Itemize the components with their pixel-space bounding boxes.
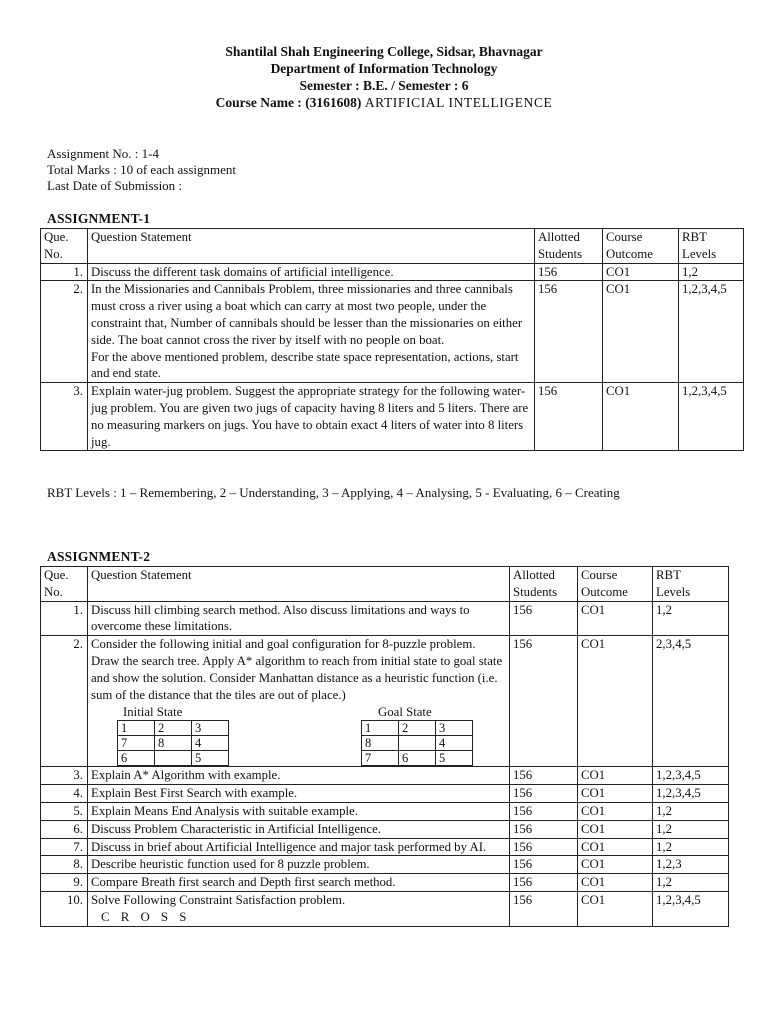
allotted-students: 156: [510, 891, 578, 926]
course-outcome: CO1: [578, 636, 653, 767]
table-row: [41, 820, 729, 838]
table-header-row: [41, 229, 744, 264]
college-name: Shantilal Shah Engineering College, Sidsar, Bhavnagar: [225, 44, 543, 59]
question-number: 2.: [41, 281, 88, 383]
question-text: Solve Following Constraint Satisfaction problem. C R O S S: [88, 891, 510, 926]
assignment-2-title: ASSIGNMENT-2: [47, 549, 151, 564]
goal-state: [361, 705, 473, 766]
course-outcome: CO1: [578, 891, 653, 926]
rbt-levels: 1,2,3,4,5: [679, 383, 744, 451]
header-rbt-levels: RBT Levels: [679, 229, 744, 264]
question-text: Explain Means End Analysis with suitable example.: [88, 802, 510, 820]
puzzle-tile: 8: [155, 736, 192, 751]
question-number: 3.: [41, 767, 88, 785]
question-text: Explain Best First Search with example.: [88, 785, 510, 803]
header-course-outcome: Course Outcome: [578, 567, 653, 602]
header-question-statement: Question Statement: [88, 229, 535, 264]
course-code: (3161608): [305, 95, 362, 110]
question-text: In the Missionaries and Cannibals Problem, three missionaries and three cannibals must cross a river using a boat which can carry at most two people, under the constraint that, Number of cannibals should be lesser than the missionaries on either side. The boat cannot cross the river by itself with no people on boat. For the above mentioned problem, describe state space representation, actions, start and end state.: [88, 281, 535, 383]
course-outcome: CO1: [603, 263, 679, 281]
table-row: [41, 838, 729, 856]
allotted-students: 156: [510, 601, 578, 636]
puzzle-tile: 4: [436, 736, 473, 751]
course-outcome: CO1: [578, 601, 653, 636]
total-marks: Total Marks : 10 of each assignment: [47, 162, 236, 177]
question-number: 8.: [41, 856, 88, 874]
goal-state-label: Goal State: [378, 705, 432, 720]
course-line: [0, 94, 768, 111]
allotted-students: 156: [510, 636, 578, 767]
initial-state-label: Initial State: [123, 705, 183, 720]
table-row: [41, 767, 729, 785]
header-rbt-levels: RBT Levels: [653, 567, 729, 602]
course-outcome: CO1: [578, 820, 653, 838]
course-outcome: CO1: [578, 767, 653, 785]
rbt-levels: 1,2,3: [653, 856, 729, 874]
puzzle-tile: 4: [192, 736, 229, 751]
semester-line: Semester : B.E. / Semester : 6: [299, 78, 469, 93]
goal-state-grid: [361, 720, 473, 766]
rbt-levels: 1,2,3,4,5: [653, 767, 729, 785]
allotted-students: 156: [535, 263, 603, 281]
assignment-1-table: [40, 228, 744, 451]
assignment-2-table: [40, 566, 729, 927]
allotted-students: 156: [510, 802, 578, 820]
puzzle-tile: 6: [118, 751, 155, 766]
rbt-levels: 1,2,3,4,5: [653, 785, 729, 803]
allotted-students: 156: [535, 281, 603, 383]
puzzle-tile: 5: [192, 751, 229, 766]
question-text: Explain A* Algorithm with example.: [88, 767, 510, 785]
course-label: Course Name :: [215, 95, 306, 110]
table-row: [41, 636, 729, 767]
rbt-levels: 1,2: [679, 263, 744, 281]
puzzle-tile: 7: [362, 751, 399, 766]
course-outcome: CO1: [603, 383, 679, 451]
question-number: 7.: [41, 838, 88, 856]
table-row: [41, 263, 744, 281]
table-row: [41, 874, 729, 892]
rbt-levels: 1,2: [653, 601, 729, 636]
course-outcome: CO1: [578, 838, 653, 856]
assignment-meta: [47, 146, 236, 194]
question-number: 4.: [41, 785, 88, 803]
question-text: Compare Breath first search and Depth first search method.: [88, 874, 510, 892]
question-text: Describe heuristic function used for 8 puzzle problem.: [88, 856, 510, 874]
puzzle-tile: 6: [399, 751, 436, 766]
puzzle-tile: 1: [118, 721, 155, 736]
rbt-levels: 1,2,3,4,5: [679, 281, 744, 383]
question-number: 2.: [41, 636, 88, 767]
table-header-row: [41, 567, 729, 602]
table-row: [41, 785, 729, 803]
puzzle-tile: 2: [155, 721, 192, 736]
allotted-students: 156: [510, 785, 578, 803]
table-row: [41, 891, 729, 926]
course-outcome: CO1: [578, 785, 653, 803]
allotted-students: 156: [510, 767, 578, 785]
question-text: Discuss the different task domains of artificial intelligence.: [88, 263, 535, 281]
table-row: [41, 856, 729, 874]
rbt-levels: 1,2: [653, 802, 729, 820]
question-number: 9.: [41, 874, 88, 892]
header-que-no: Que. No.: [41, 567, 88, 602]
question-number: 10.: [41, 891, 88, 926]
table-row: [41, 601, 729, 636]
course-outcome: CO1: [578, 856, 653, 874]
initial-state-grid: [117, 720, 229, 766]
rbt-levels-legend: RBT Levels : 1 – Remembering, 2 – Understanding, 3 – Applying, 4 – Analysing, 5 - Evaluating, 6 – Creating: [47, 485, 620, 500]
puzzle-tile: 3: [436, 721, 473, 736]
puzzle-tile: 1: [362, 721, 399, 736]
header-allotted-students: Allotted Students: [535, 229, 603, 264]
document-header: [0, 43, 768, 111]
question-text: Discuss hill climbing search method. Also discuss limitations and ways to overcome these limitations.: [88, 601, 510, 636]
allotted-students: 156: [535, 383, 603, 451]
rbt-levels: 2,3,4,5: [653, 636, 729, 767]
cross-word: C R O S S: [101, 909, 191, 924]
question-number: 1.: [41, 601, 88, 636]
course-outcome: CO1: [578, 802, 653, 820]
puzzle-tile: [399, 736, 436, 751]
puzzle-tile: 7: [118, 736, 155, 751]
initial-state: [91, 705, 229, 766]
puzzle-tile: 2: [399, 721, 436, 736]
question-number: 5.: [41, 802, 88, 820]
question-text: Explain water-jug problem. Suggest the appropriate strategy for the following water-jug problem. You are given two jugs of capacity having 8 liters and 5 liters. There are no measuring markers on jugs. You have to obtain exact 4 liters of water into 8 liters jug.: [88, 383, 535, 451]
question-text: Consider the following initial and goal configuration for 8-puzzle problem. Draw the search tree. Apply A* algorithm to reach from initial state to goal state and show the solution. Consider Manhattan distance as a heuristic function (i.e. sum of the distance that the tiles are out of place.) Initial State 1 2 3 7 8 4 6 5 Goal State 1 2 3 8 4 7 6 5: [88, 636, 510, 767]
header-allotted-students: Allotted Students: [510, 567, 578, 602]
course-outcome: CO1: [578, 874, 653, 892]
rbt-levels: 1,2: [653, 838, 729, 856]
allotted-students: 156: [510, 874, 578, 892]
header-que-no: Que. No.: [41, 229, 88, 264]
header-course-outcome: Course Outcome: [603, 229, 679, 264]
question-text: Discuss Problem Characteristic in Artificial Intelligence.: [88, 820, 510, 838]
question-number: 1.: [41, 263, 88, 281]
puzzle-states: [91, 705, 506, 766]
puzzle-tile: [155, 751, 192, 766]
allotted-students: 156: [510, 838, 578, 856]
allotted-students: 156: [510, 820, 578, 838]
table-row: [41, 383, 744, 451]
puzzle-tile: 8: [362, 736, 399, 751]
question-number: 6.: [41, 820, 88, 838]
puzzle-tile: 5: [436, 751, 473, 766]
table-row: [41, 281, 744, 383]
rbt-levels: 1,2,3,4,5: [653, 891, 729, 926]
puzzle-tile: 3: [192, 721, 229, 736]
last-date: Last Date of Submission :: [47, 178, 183, 193]
assignment-number: Assignment No. : 1-4: [47, 146, 159, 161]
rbt-levels: 1,2: [653, 874, 729, 892]
assignment-1-title: ASSIGNMENT-1: [47, 211, 151, 226]
course-title: ARTIFICIAL INTELLIGENCE: [364, 95, 553, 110]
allotted-students: 156: [510, 856, 578, 874]
rbt-levels: 1,2: [653, 820, 729, 838]
question-text: Discuss in brief about Artificial Intelligence and major task performed by AI.: [88, 838, 510, 856]
header-question-statement: Question Statement: [88, 567, 510, 602]
course-outcome: CO1: [603, 281, 679, 383]
question-number: 3.: [41, 383, 88, 451]
table-row: [41, 802, 729, 820]
department-name: Department of Information Technology: [270, 61, 498, 76]
